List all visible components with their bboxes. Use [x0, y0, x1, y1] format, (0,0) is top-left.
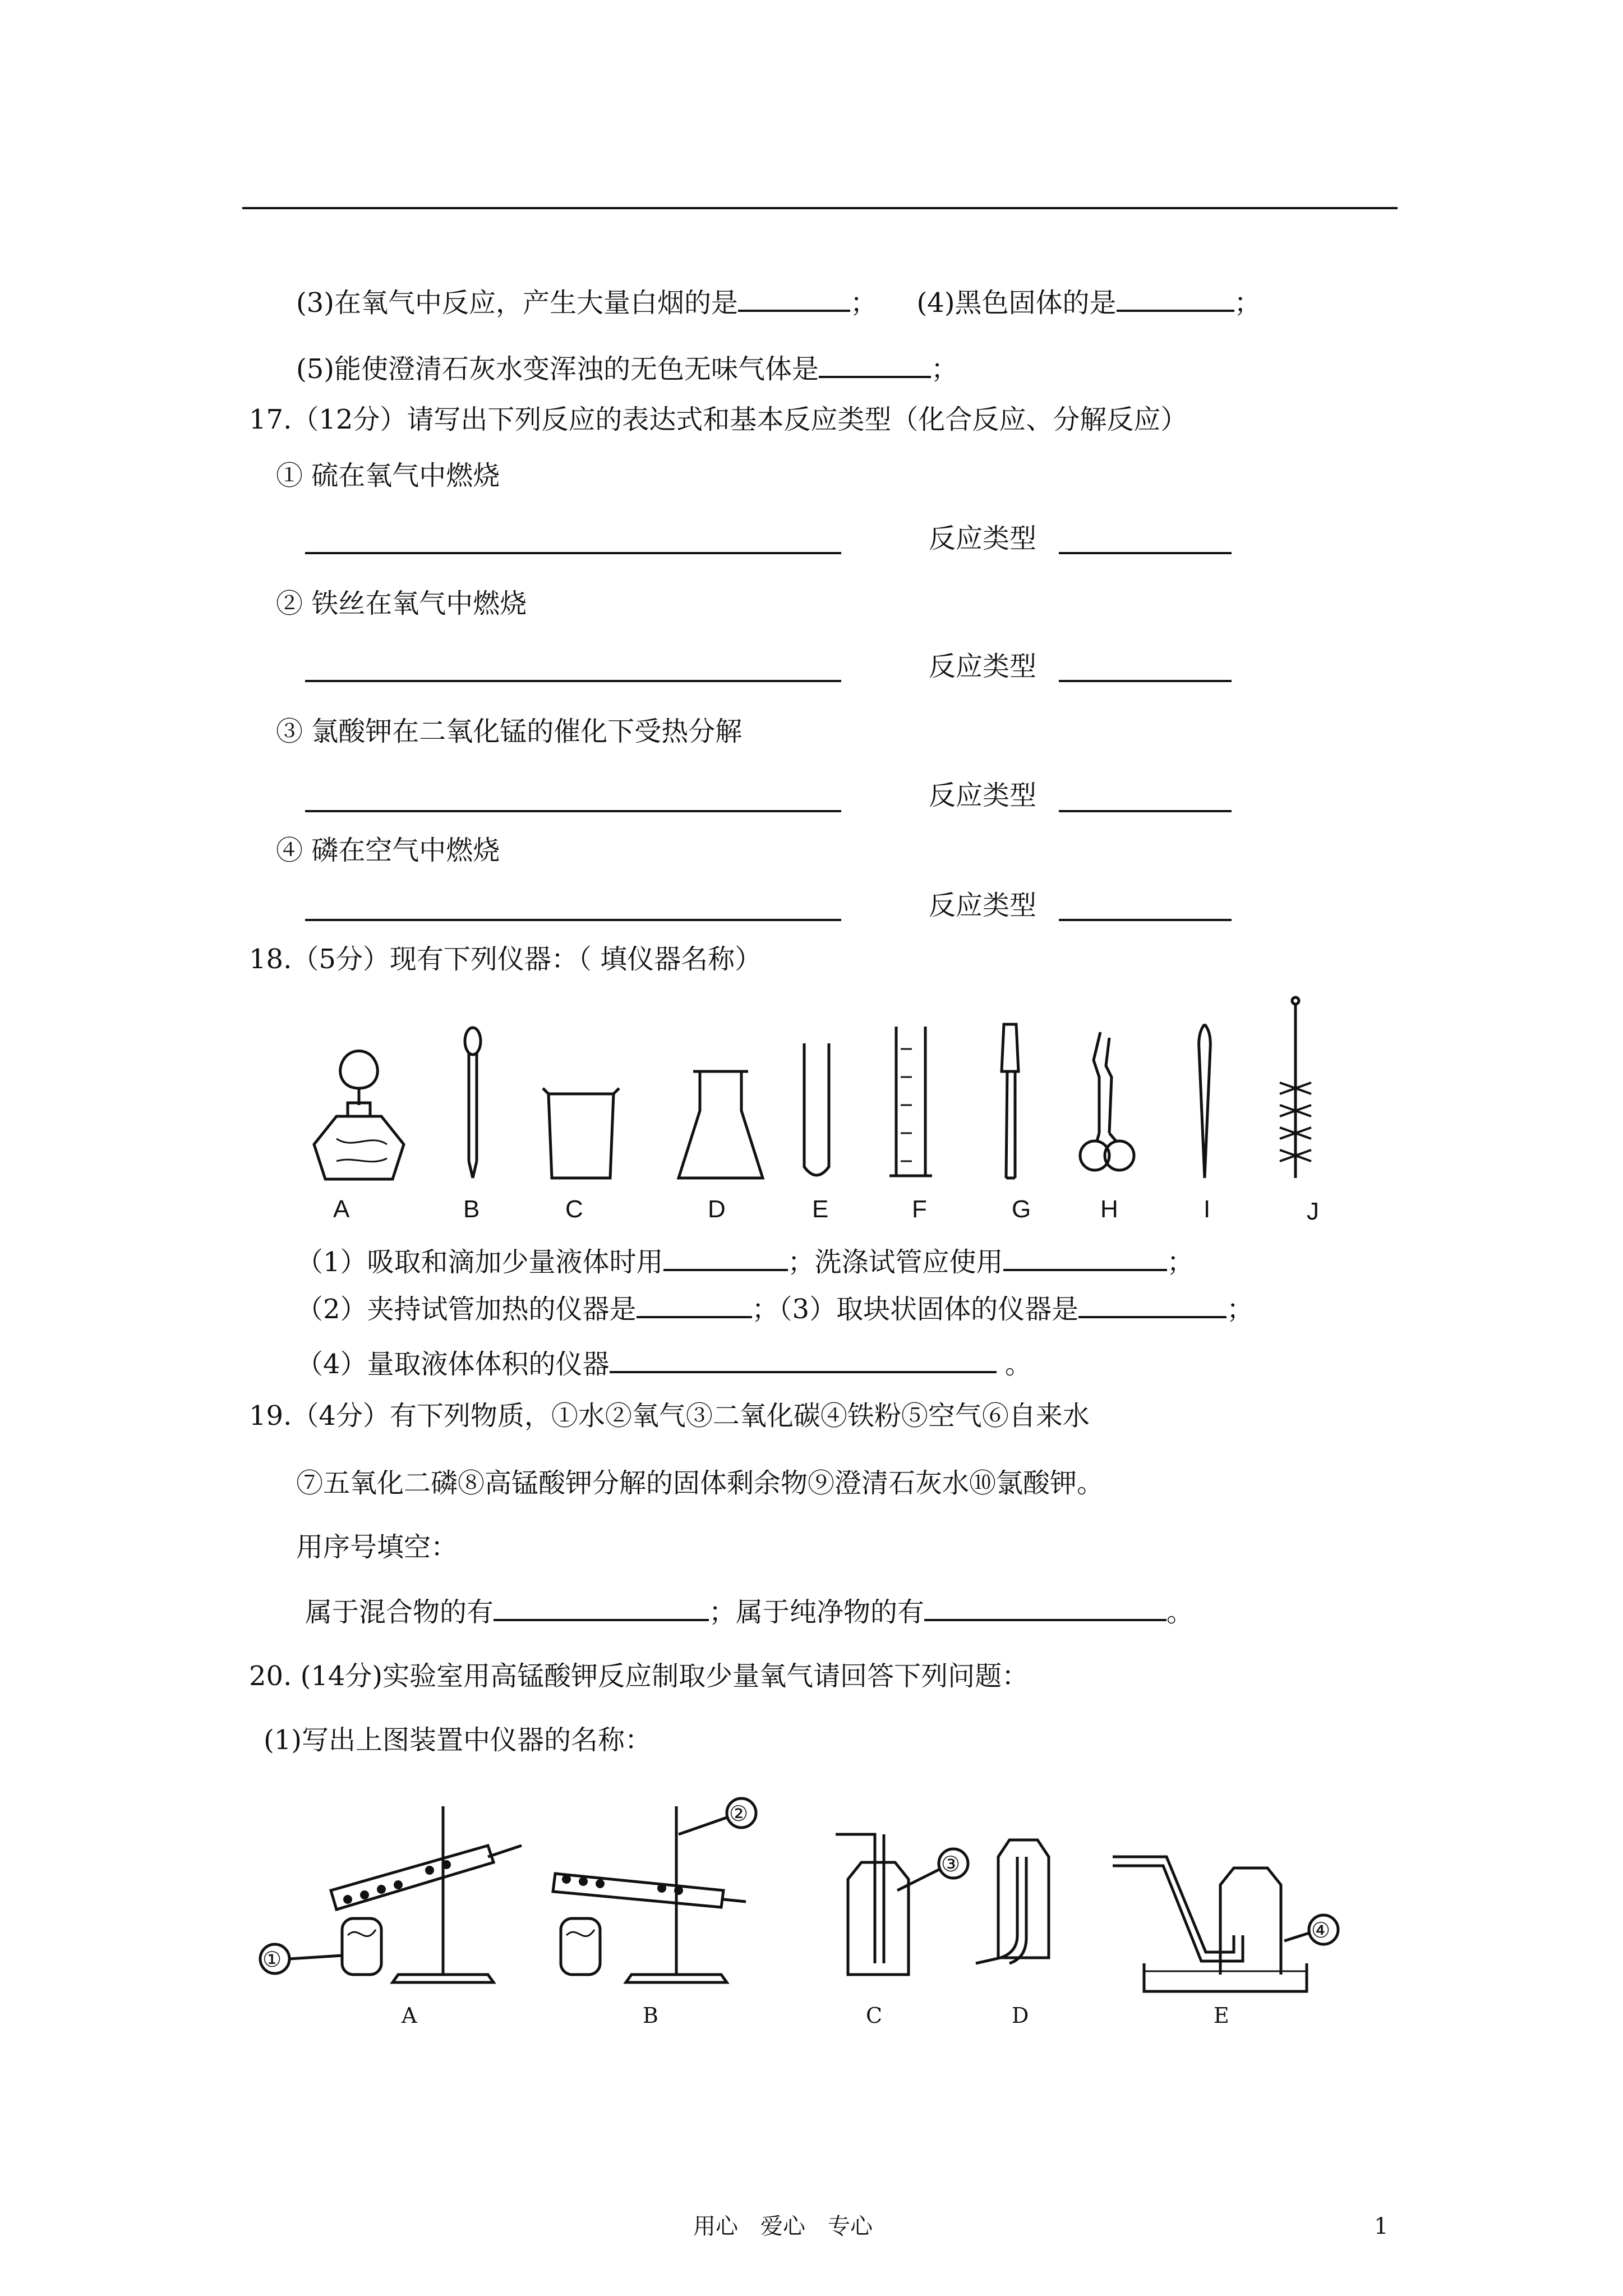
q18-line3 — [296, 1346, 1032, 1381]
q18-q4-end: 。 — [1004, 1349, 1032, 1380]
q19-blank-pure[interactable] — [924, 1594, 1166, 1621]
q19-blank-mixture[interactable] — [494, 1594, 709, 1621]
q17-item-1-label: ① 硫在氧气中燃烧 — [276, 460, 500, 491]
instruments-figure — [0, 993, 1623, 1228]
alcohol-lamp-icon — [314, 1051, 404, 1180]
q16-part3-text: (3)在氧气中反应，产生大量白烟的是 — [296, 287, 738, 319]
q18-blank-holder[interactable] — [637, 1291, 752, 1318]
test-tube-brush-icon — [1280, 997, 1311, 1178]
q17-item-4-type-line[interactable] — [1059, 919, 1232, 921]
q16-sep: ； — [850, 287, 878, 319]
q18-line1 — [296, 1244, 1194, 1279]
footer-motto: 用心 爱心 专心 — [693, 2214, 873, 2239]
q16-line3 — [296, 285, 1261, 320]
q18-q1-end: ； — [1166, 1246, 1194, 1278]
test-tube-holder-icon — [1002, 1024, 1018, 1178]
q16-part5-text: (5)能使澄清石灰水变浑浊的无色无味气体是 — [296, 353, 819, 385]
instrument-label-e: E — [812, 1195, 829, 1223]
apparatus-label-e: E — [1214, 2003, 1229, 2028]
conical-flask-icon — [679, 1071, 763, 1178]
q19-pure-text: ；属于纯净物的有 — [709, 1596, 925, 1628]
q17-item-4-label: ④ 磷在空气中燃烧 — [276, 835, 500, 866]
instrument-label-h: H — [1100, 1195, 1118, 1223]
q16-end5: ； — [931, 353, 958, 385]
q18-heading: 18.（5分）现有下列仪器：（ 填仪器名称） — [249, 944, 762, 975]
q16-blank3[interactable] — [738, 285, 850, 312]
q17-item-2-type-line[interactable] — [1059, 680, 1232, 682]
instrument-label-j: J — [1307, 1198, 1319, 1225]
q18-blank-tweezers[interactable] — [1078, 1291, 1227, 1318]
q17-item-2-answer-line[interactable] — [305, 680, 841, 682]
beaker-icon — [543, 1088, 619, 1178]
callout-1-number: ① — [262, 1947, 282, 1972]
callout-4-number: ④ — [1311, 1918, 1331, 1943]
q18-q2-text: （2）夹持试管加热的仪器是 — [296, 1294, 637, 1325]
q18-q1-text: （1）吸取和滴加少量液体时用 — [296, 1246, 663, 1278]
instrument-label-i: I — [1204, 1195, 1211, 1223]
apparatus-b — [553, 1798, 756, 1982]
q18-blank-cylinder[interactable] — [610, 1346, 997, 1373]
q17-item-2-type-label: 反应类型 — [929, 651, 1037, 682]
apparatus-label-a: A — [402, 2003, 417, 2028]
callout-2-number: ② — [729, 1801, 749, 1826]
q18-q4-text: （4）量取液体体积的仪器 — [296, 1349, 610, 1380]
q17-item-3-type-label: 反应类型 — [929, 780, 1037, 811]
apparatus-e — [1113, 1857, 1338, 1991]
page-number: 1 — [1374, 2214, 1389, 2239]
test-tube-icon — [804, 1043, 829, 1175]
q18-q2-end: ； — [1227, 1294, 1254, 1325]
q16-end3: ； — [1234, 287, 1261, 319]
crucible-tongs-icon — [1080, 1032, 1134, 1170]
q19-mixture-text: 属于混合物的有 — [305, 1596, 494, 1628]
header-rule — [242, 207, 1398, 209]
q17-item-1-answer-line[interactable] — [305, 552, 841, 554]
q16-blank4[interactable] — [1117, 285, 1234, 312]
instrument-label-d: D — [708, 1195, 726, 1223]
q19-line3: 用序号填空： — [296, 1531, 458, 1563]
apparatus-d — [976, 1840, 1049, 1963]
q20-heading: 20. (14分)实验室用高锰酸钾反应制取少量氧气请回答下列问题： — [249, 1660, 1029, 1692]
q16-line5 — [296, 351, 958, 386]
q18-line2 — [296, 1291, 1253, 1326]
q19-line2: ⑦五氧化二磷⑧高锰酸钾分解的固体剩余物⑨澄清石灰水⑩氯酸钾。 — [296, 1467, 1104, 1499]
apparatus-label-d: D — [1012, 2003, 1029, 2028]
q16-blank5[interactable] — [819, 351, 931, 378]
dropper-icon — [465, 1028, 481, 1178]
instrument-label-c: C — [565, 1195, 583, 1223]
q18-q1b-text: ；洗涤试管应使用 — [787, 1246, 1003, 1278]
q18-blank-brush[interactable] — [1003, 1244, 1167, 1271]
q17-item-3-answer-line[interactable] — [305, 810, 841, 812]
q17-item-3-label: ③ 氯酸钾在二氧化锰的催化下受热分解 — [276, 716, 743, 747]
q19-end: 。 — [1166, 1596, 1194, 1628]
q19-heading: 19.（4分）有下列物质，①水②氧气③二氧化碳④铁粉⑤空气⑥自来水 — [249, 1400, 1090, 1432]
instrument-label-b: B — [463, 1195, 480, 1223]
instrument-label-a: A — [333, 1195, 350, 1223]
q17-item-2-label: ② 铁丝在氧气中燃烧 — [276, 588, 527, 619]
tweezers-icon — [1199, 1024, 1211, 1178]
callout-3-number: ③ — [941, 1852, 961, 1876]
apparatus-label-b: B — [643, 2003, 658, 2028]
q17-heading: 17.（12分）请写出下列反应的表达式和基本反应类型（化合反应、分解反应） — [249, 404, 1188, 435]
instrument-label-f: F — [912, 1195, 927, 1223]
apparatus-label-c: C — [866, 2003, 883, 2028]
graduated-cylinder-icon — [889, 1027, 932, 1176]
q17-item-3-type-line[interactable] — [1059, 810, 1232, 812]
q19-line4 — [305, 1594, 1193, 1629]
apparatus-a — [260, 1806, 522, 1982]
q17-item-4-type-label: 反应类型 — [929, 890, 1037, 921]
apparatus-figure — [0, 1789, 1623, 2028]
q17-item-4-answer-line[interactable] — [305, 919, 841, 921]
q20-sub1: (1)写出上图装置中仪器的名称： — [264, 1724, 652, 1756]
q16-part4-text: (4)黑色固体的是 — [916, 287, 1117, 319]
instrument-label-g: G — [1012, 1195, 1031, 1223]
q17-item-1-type-label: 反应类型 — [929, 523, 1037, 554]
q18-q3-text: ；（3）取块状固体的仪器是 — [751, 1294, 1079, 1325]
q18-blank-dropper[interactable] — [663, 1244, 788, 1271]
q17-item-1-type-line[interactable] — [1059, 552, 1232, 554]
